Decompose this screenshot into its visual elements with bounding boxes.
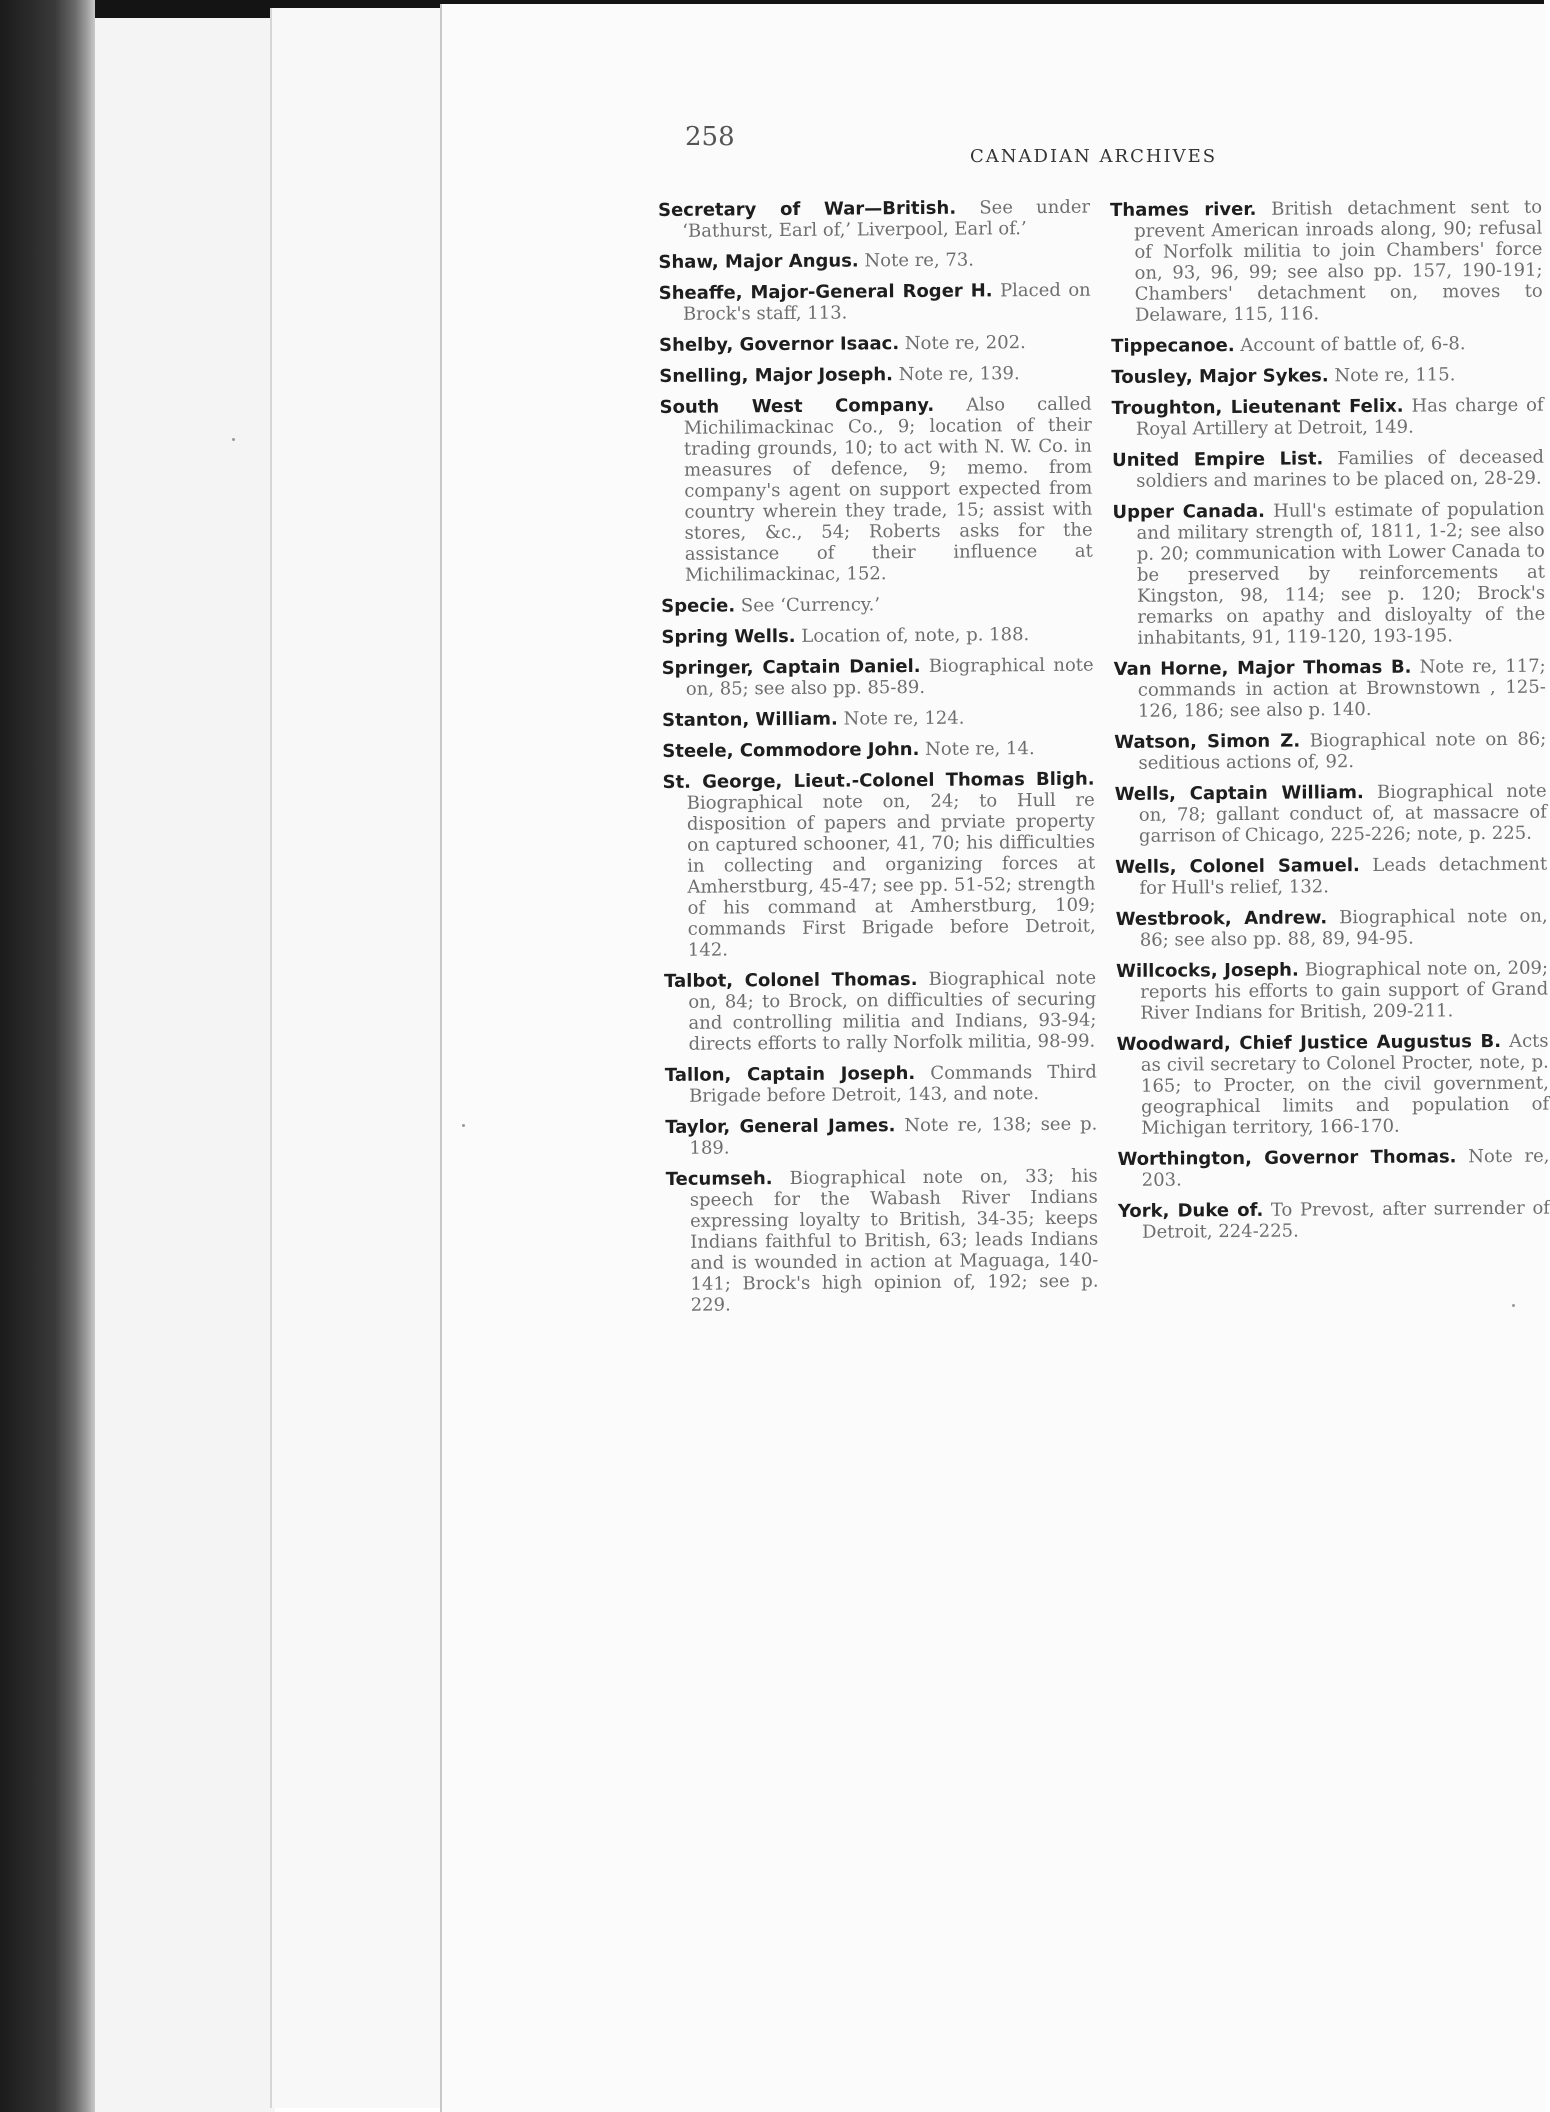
entry-text: Note re, 115. — [1334, 364, 1456, 387]
entry-heading: Willcocks, Joseph. — [1115, 959, 1299, 982]
entry-heading: Wells, Captain William. — [1114, 782, 1364, 805]
entry-heading: Upper Canada. — [1112, 500, 1266, 523]
entry-heading: Tecumseh. — [665, 1168, 773, 1190]
entry-heading: Watson, Simon Z. — [1114, 730, 1301, 753]
entry-text: Placed on Brock's staff, 113. — [682, 279, 1091, 325]
index-column-left — [658, 197, 1099, 1326]
entry-heading: Stanton, William. — [662, 708, 838, 731]
index-entry — [1117, 1031, 1550, 1139]
entry-text: Biographical note on, 85; see also pp. 85-89. — [685, 654, 1094, 700]
index-entry — [1112, 499, 1545, 649]
entry-heading: South West Company. — [659, 394, 935, 418]
entry-text: Biographical note on, 84; to Brock, on difficulties of securing and controlling militia and Indians, 93-94; directs efforts to rally Norfolk militia, 98-99. — [688, 967, 1097, 1055]
index-entry — [664, 968, 1097, 1055]
index-entry — [662, 769, 1095, 961]
index-entry — [665, 1062, 1097, 1107]
entry-text: Note re, 14. — [925, 738, 1035, 760]
index-entry — [659, 363, 1091, 387]
index-entry — [659, 332, 1091, 356]
index-column-right — [1110, 197, 1550, 1253]
index-entry — [1112, 395, 1544, 440]
entry-heading: Specie. — [661, 595, 736, 617]
entry-text: Leads detachment for Hull's relief, 132. — [1139, 853, 1548, 899]
index-entry — [1110, 197, 1543, 326]
underlying-page-left — [95, 18, 275, 2112]
entry-text: Note re, 139. — [898, 363, 1020, 386]
entry-text: Has charge of Royal Artillery at Detroit, 149. — [1135, 394, 1544, 440]
entry-text: Note re, 138; see p. 189. — [689, 1113, 1098, 1159]
entry-text: Note re, 117; commands in action at Brownstown , 125-126, 186; see also p. 140. — [1137, 655, 1546, 722]
index-entry — [661, 593, 1093, 617]
index-entry — [1116, 906, 1548, 951]
speck-mark — [1512, 1304, 1515, 1307]
entry-text: Also called Michilimackinac Co., 9; location of their trading grounds, 10; to act with N. W. Co. in measures of defence, 9; memo. from company's agent on support expected from country wherein they trade, 15; assist with stores, &c., 54; Roberts asks for the assistance of their influence at Michilimackinac, 152. — [683, 393, 1093, 586]
index-entry — [1111, 364, 1543, 388]
entry-heading: Sheaffe, Major-General Roger H. — [658, 280, 993, 304]
entry-text: Note re, 203. — [1141, 1145, 1550, 1191]
entry-text: British detachment sent to prevent American inroads along, 90; refusal of Norfolk militia to join Chambers' force on, 93, 96, 99; see also pp. 157, 190-191; Chambers' detachment on, moves to Delaware, 115, 116. — [1134, 196, 1543, 326]
entry-text: Biographical note on, 33; his speech for the Wabash River Indians expressing loyalty to British, 34-35; keeps Indians faithful to British, 63; leads Indians and is wounded in action at Maguaga, 140-141; Brock's high opinion of, 192; see p. 229. — [689, 1165, 1099, 1316]
entry-heading: Steele, Commodore John. — [662, 738, 920, 762]
entry-heading: Tippecanoe. — [1111, 335, 1235, 357]
entry-text: To Prevost, after surrender of Detroit, 224-225. — [1142, 1197, 1550, 1243]
entry-text: Biographical note on, 78; gallant conduct of, at massacre of garrison of Chicago, 225-226; note, p. 225. — [1138, 780, 1547, 847]
entry-heading: St. George, Lieut.-Colonel Thomas Bligh. — [662, 768, 1095, 793]
index-entry — [662, 738, 1094, 762]
page-number: 258 — [685, 122, 735, 152]
entry-heading: York, Duke of. — [1117, 1199, 1264, 1222]
entry-heading: Talbot, Colonel Thomas. — [664, 968, 918, 992]
index-entry — [658, 197, 1090, 242]
entry-text: Biographical note on, 24; to Hull re disposition of papers and prviate property on captured schooner, 41, 70; his difficulties in collecting and organizing forces at Amherstburg, 45-47; see pp. 51-52; strength of his command at Amherstburg, 109; commands First Brigade before Detroit, 142. — [686, 789, 1096, 961]
entry-text: Families of deceased soldiers and marines to be placed on, 28-29. — [1136, 446, 1545, 492]
entry-heading: Springer, Captain Daniel. — [661, 655, 921, 679]
speck-mark — [232, 438, 235, 441]
entry-heading: Snelling, Major Joseph. — [659, 364, 894, 387]
index-entry — [1114, 656, 1546, 722]
entry-heading: Wells, Colonel Samuel. — [1115, 855, 1360, 878]
speck-mark — [462, 1124, 465, 1127]
entry-text: Acts as civil secretary to Colonel Procter, note, p. 165; to Procter, on the civil government, geographical limits and population of Michigan territory, 166-170. — [1140, 1030, 1550, 1139]
index-entry — [666, 1166, 1099, 1316]
entry-heading: United Empire List. — [1111, 448, 1324, 471]
entry-heading: Troughton, Lieutenant Felix. — [1111, 395, 1404, 419]
index-entry — [1114, 729, 1546, 774]
entry-heading: Shelby, Governor Isaac. — [659, 333, 900, 356]
running-head: CANADIAN ARCHIVES — [970, 146, 1218, 167]
index-entry — [665, 1114, 1097, 1159]
entry-heading: Westbrook, Andrew. — [1115, 907, 1328, 930]
entry-text: Commands Third Brigade before Detroit, 143, and note. — [688, 1061, 1097, 1107]
index-entry — [658, 249, 1090, 273]
index-entry — [662, 655, 1094, 700]
index-entry — [1115, 854, 1547, 899]
index-entry — [662, 707, 1094, 731]
entry-heading: Worthington, Governor Thomas. — [1117, 1146, 1457, 1170]
index-entry — [1118, 1198, 1550, 1243]
entry-text: Biographical note on 86; seditious actions of, 92. — [1138, 728, 1547, 774]
index-entry — [1115, 781, 1547, 847]
entry-text: See ‘Currency.’ — [740, 594, 881, 617]
entry-heading: Van Horne, Major Thomas B. — [1113, 656, 1412, 680]
entry-heading: Spring Wells. — [661, 625, 796, 648]
entry-heading: Woodward, Chief Justice Augustus B. — [1116, 1030, 1502, 1055]
index-entry — [660, 394, 1093, 586]
entry-text: Note re, 73. — [864, 249, 975, 272]
index-entry — [1111, 333, 1543, 357]
underlying-page-middle — [270, 8, 447, 2108]
index-entry — [1117, 1146, 1549, 1191]
entry-text: Biographical note on, 209; reports his efforts to gain support of Grand River Indians for British, 209-211. — [1140, 957, 1549, 1024]
entry-heading: Tousley, Major Sykes. — [1111, 365, 1329, 388]
entry-heading: Tallon, Captain Joseph. — [664, 1063, 916, 1086]
entry-text: Location of, note, p. 188. — [801, 624, 1030, 647]
index-entry — [1112, 447, 1544, 492]
entry-heading: Shaw, Major Angus. — [658, 250, 859, 273]
entry-heading: Secretary of War—British. — [658, 197, 957, 221]
entry-text: Biographical note on, 86; see also pp. 88, 89, 94-95. — [1139, 905, 1548, 951]
entry-text: See under ‘Bathurst, Earl of,’ Liverpool, Earl of.’ — [682, 196, 1091, 242]
entry-text: Hull's estimate of population and military strength of, 1811, 1-2; see also p. 20; communication with Lower Canada to be preserved by reinforcements at Kingston, 98, 114; see p. 120; Brock's remarks on apathy and disloyalty of the inhabitants, 91, 119-120, 193-195. — [1136, 498, 1546, 649]
book-binding-edge — [0, 0, 95, 2112]
index-entry — [659, 280, 1091, 325]
entry-text: Account of battle of, 6-8. — [1240, 333, 1466, 356]
entry-heading: Thames river. — [1110, 198, 1257, 221]
entry-text: Note re, 202. — [904, 332, 1026, 355]
index-entry — [661, 624, 1093, 648]
entry-text: Note re, 124. — [843, 707, 965, 730]
index-entry — [1116, 958, 1548, 1024]
entry-heading: Taylor, General James. — [665, 1115, 896, 1138]
